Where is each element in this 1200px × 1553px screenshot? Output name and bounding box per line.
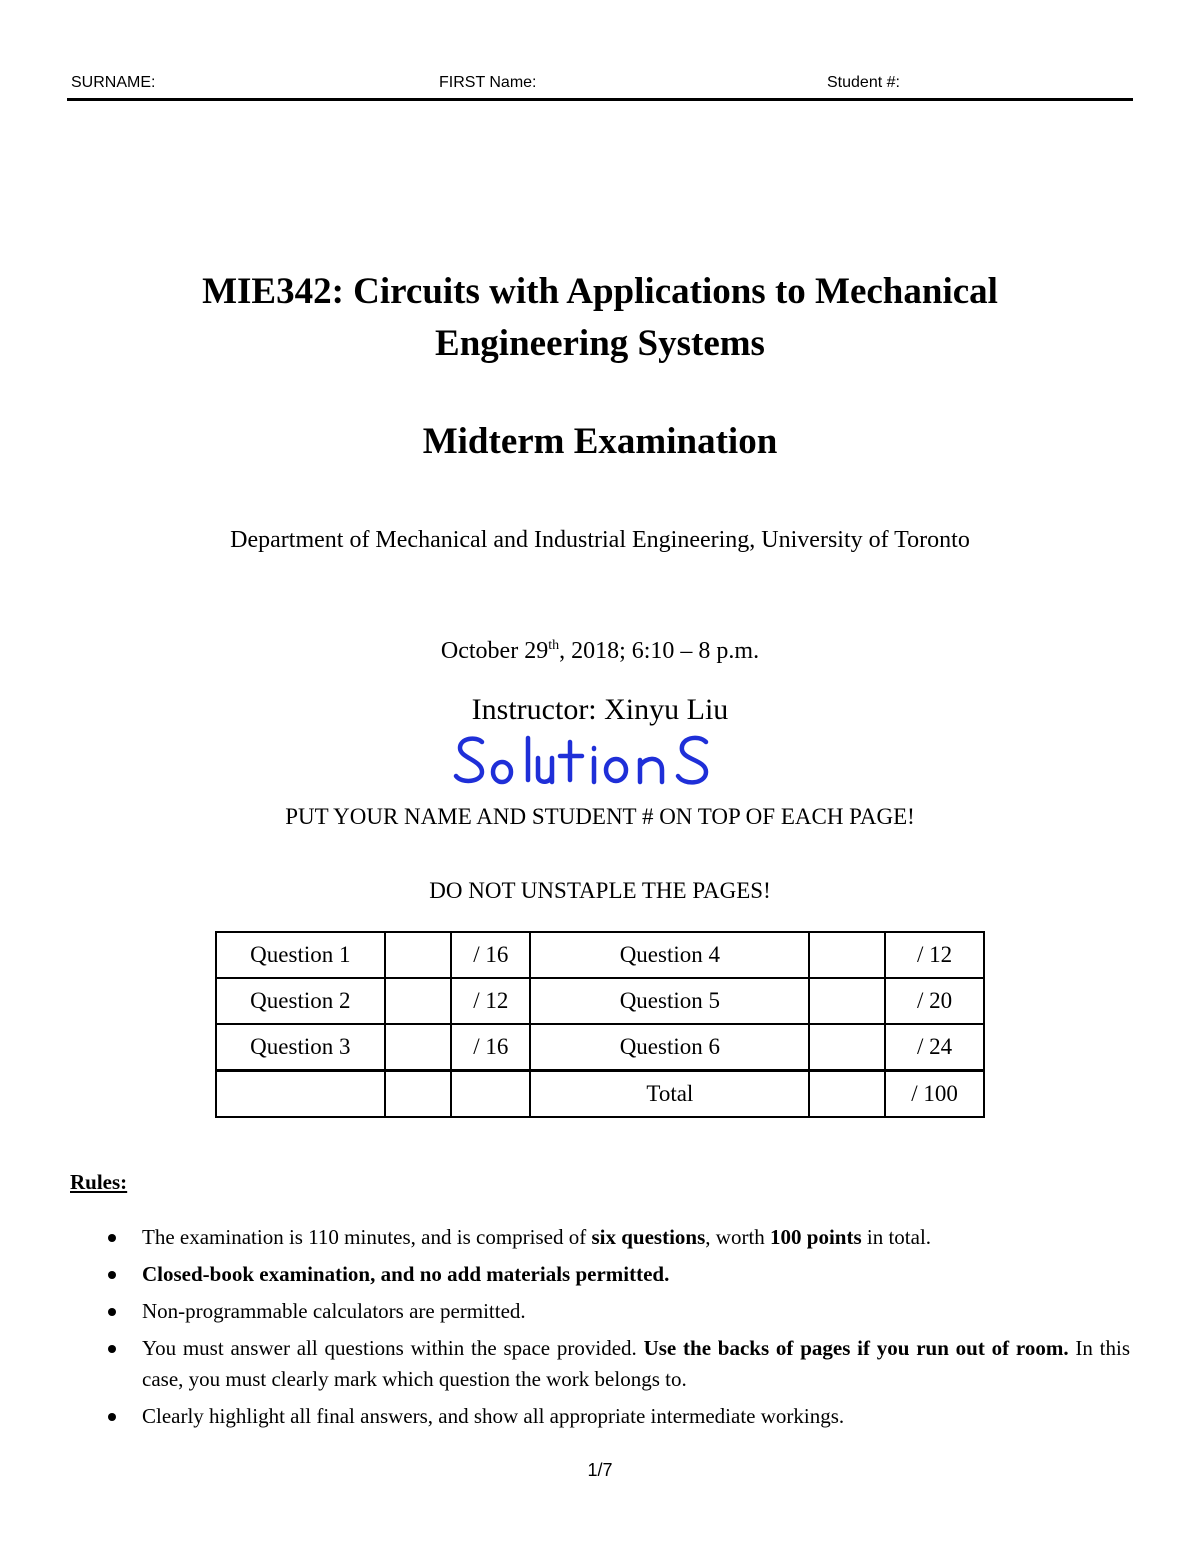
table-row [216, 932, 984, 978]
exam-title: Midterm Examination [422, 421, 778, 462]
score-cell [385, 1024, 452, 1071]
total-label: Total [530, 1071, 809, 1118]
rule-emphasis: Use the backs of pages if you run out of room. [643, 1336, 1069, 1360]
rule-emphasis: 100 points [770, 1225, 862, 1249]
rule-text: Non-programmable calculators are permitted. [142, 1299, 526, 1323]
list-item [70, 1296, 1130, 1327]
exam-date [0, 638, 1200, 665]
instructor: Instructor: Xinyu Liu [471, 693, 729, 726]
table-row [216, 978, 984, 1024]
question-label: Question 2 [216, 978, 385, 1024]
max-points: / 24 [885, 1024, 984, 1071]
course-title-line1: MIE342: Circuits with Applications to Mechanical [202, 271, 998, 312]
max-points: / 16 [451, 932, 530, 978]
max-points: / 12 [451, 978, 530, 1024]
surname-label: SURNAME: [71, 74, 156, 91]
department: Department of Mechanical and Industrial Engineering, University of Toronto [230, 527, 970, 553]
course-title [0, 266, 1200, 370]
max-points: / 12 [885, 932, 984, 978]
score-cell [385, 978, 452, 1024]
date-main: October 29 [440, 638, 549, 664]
page-header [67, 72, 1133, 101]
list-item [70, 1259, 1130, 1290]
list-item [70, 1401, 1130, 1432]
rule-emphasis: Closed-book examination, and no add materials permitted. [142, 1262, 670, 1286]
first-name-label: FIRST Name: [439, 74, 537, 91]
rule-emphasis: six questions [591, 1225, 706, 1249]
question-label: Question 3 [216, 1024, 385, 1071]
question-label: Question 4 [530, 932, 809, 978]
score-table [215, 931, 985, 1118]
rule-text: You must answer all questions within the space provided. [142, 1336, 644, 1360]
date-ordinal: th [548, 638, 560, 653]
rule-text: , worth [705, 1225, 771, 1249]
page-number: 1/7 [587, 1460, 613, 1480]
score-cell [809, 978, 885, 1024]
rules-list [70, 1222, 1130, 1438]
score-cell [385, 932, 452, 978]
score-cell [809, 1024, 885, 1071]
course-title-line2: Engineering Systems [435, 323, 765, 364]
rule-text: The examination is 110 minutes, and is comprised of [142, 1225, 592, 1249]
name-notice: PUT YOUR NAME AND STUDENT # ON TOP OF EACH PAGE! [285, 804, 915, 829]
empty-cell [216, 1071, 385, 1118]
staple-notice: DO NOT UNSTAPLE THE PAGES! [429, 878, 771, 903]
question-label: Question 6 [530, 1024, 809, 1071]
rule-text: in total. [861, 1225, 932, 1249]
total-row [216, 1071, 984, 1118]
rules-heading: Rules: [70, 1170, 128, 1194]
rule-text: In this case, you must clearly mark which question the work belongs to. [142, 1336, 1130, 1391]
score-cell [809, 932, 885, 978]
question-label: Question 5 [530, 978, 809, 1024]
max-points: / 16 [451, 1024, 530, 1071]
student-number-label: Student #: [827, 74, 900, 91]
list-item [70, 1333, 1130, 1395]
empty-cell [385, 1071, 452, 1118]
rule-text: Clearly highlight all final answers, and show all appropriate intermediate workings. [142, 1404, 845, 1428]
solutions-handwriting [452, 728, 752, 800]
table-row [216, 1024, 984, 1071]
empty-cell [451, 1071, 530, 1118]
list-item [70, 1222, 1130, 1253]
total-score-cell [809, 1071, 885, 1118]
date-time: , 2018; 6:10 – 8 p.m. [559, 638, 760, 664]
question-label: Question 1 [216, 932, 385, 978]
total-max-points: / 100 [885, 1071, 984, 1118]
max-points: / 20 [885, 978, 984, 1024]
